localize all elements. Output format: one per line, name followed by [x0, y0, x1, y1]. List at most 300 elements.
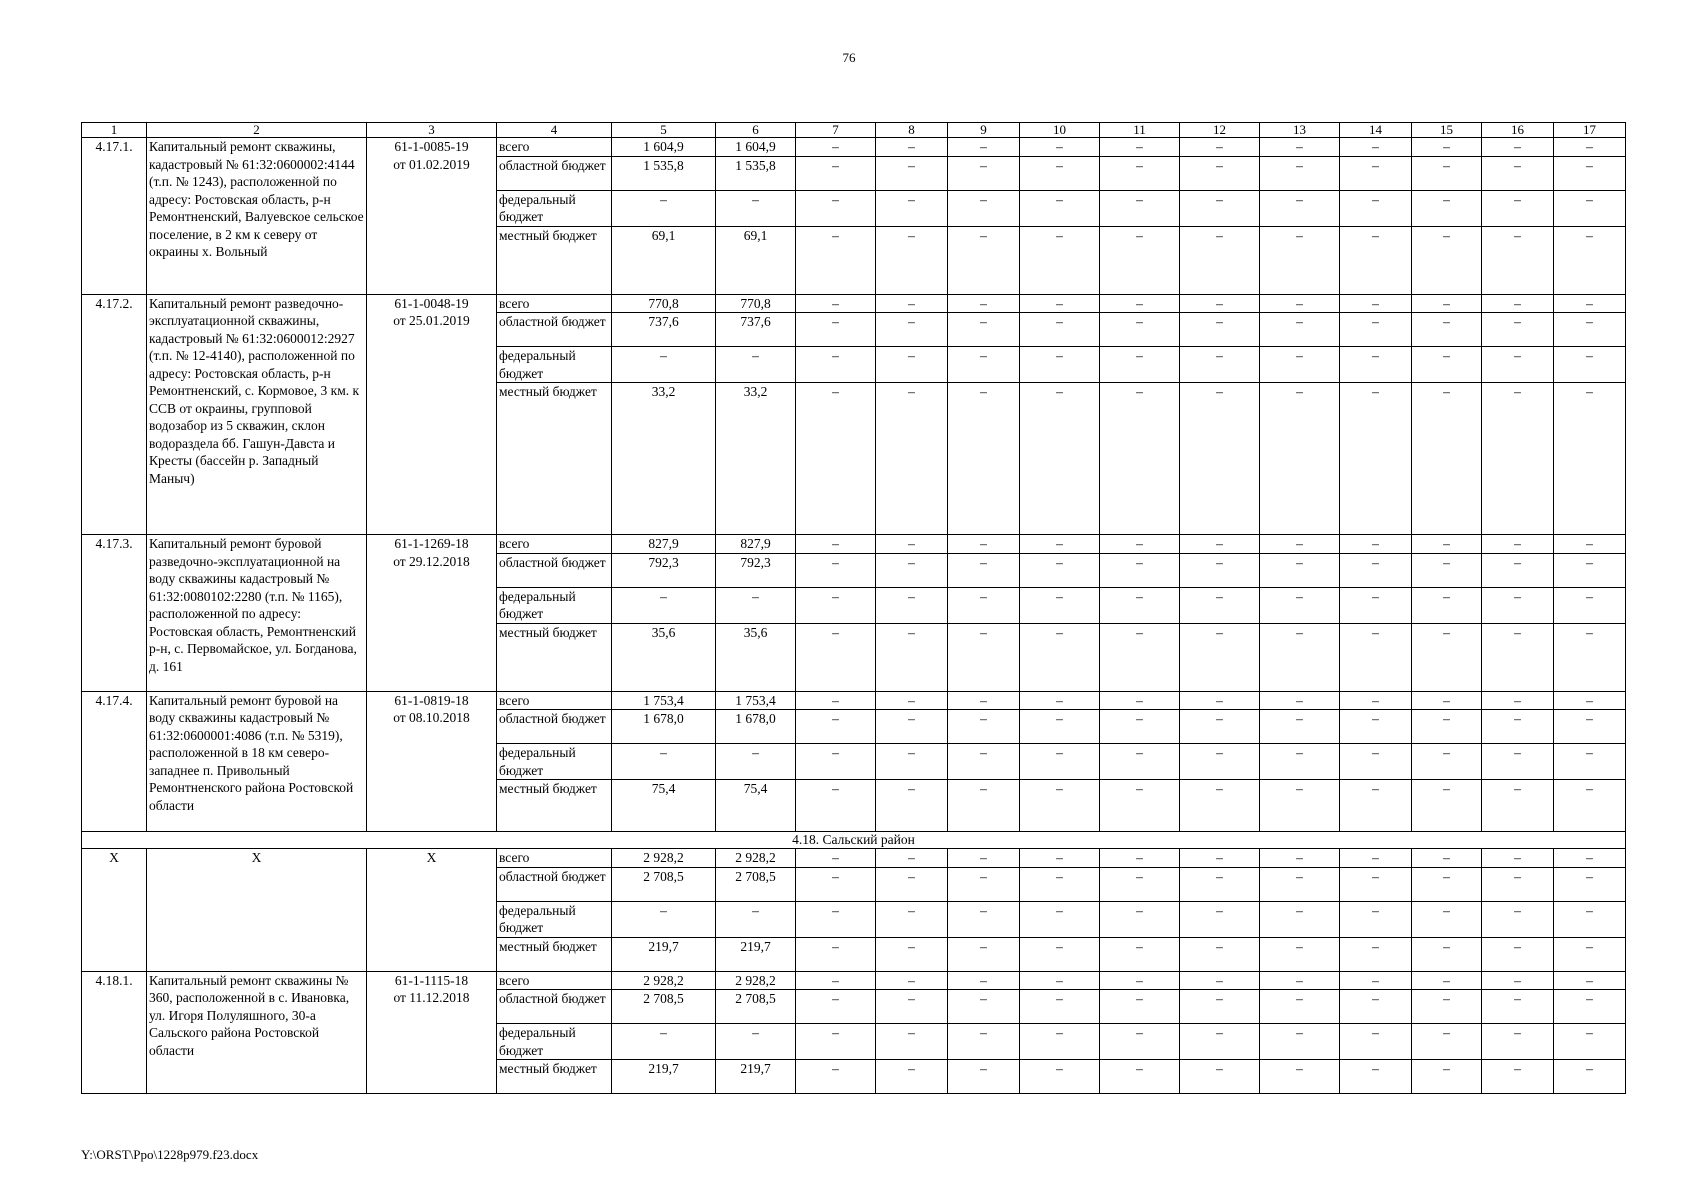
- column-number-10: 10: [1020, 123, 1100, 138]
- empty-dash-cell: –: [1020, 901, 1100, 937]
- empty-dash-cell: –: [1482, 138, 1554, 157]
- empty-dash-cell: –: [796, 990, 876, 1024]
- object-number: 4.18.1.: [82, 971, 147, 1094]
- column-number-7: 7: [796, 123, 876, 138]
- amount-col5: 1 678,0: [612, 710, 716, 744]
- budget-row: [82, 849, 1626, 868]
- empty-dash-cell: –: [948, 971, 1020, 990]
- empty-dash-cell: –: [1412, 553, 1482, 587]
- empty-dash-cell: –: [876, 587, 948, 623]
- empty-dash-cell: –: [1020, 744, 1100, 780]
- empty-dash-cell: –: [1180, 623, 1260, 691]
- empty-dash-cell: –: [1100, 710, 1180, 744]
- amount-col5: –: [612, 744, 716, 780]
- empty-dash-cell: –: [1180, 867, 1260, 901]
- empty-dash-cell: –: [796, 347, 876, 383]
- amount-col6: 827,9: [716, 535, 796, 554]
- funding-source: местный бюджет: [497, 226, 612, 294]
- empty-dash-cell: –: [1482, 849, 1554, 868]
- empty-dash-cell: –: [1180, 710, 1260, 744]
- amount-col5: 1 753,4: [612, 691, 716, 710]
- empty-dash-cell: –: [948, 294, 1020, 313]
- empty-dash-cell: –: [876, 780, 948, 832]
- empty-dash-cell: –: [1482, 347, 1554, 383]
- empty-dash-cell: –: [1020, 849, 1100, 868]
- empty-dash-cell: –: [876, 138, 948, 157]
- amount-col5: 2 928,2: [612, 849, 716, 868]
- amount-col5: 69,1: [612, 226, 716, 294]
- empty-dash-cell: –: [876, 744, 948, 780]
- column-number-1: 1: [82, 123, 147, 138]
- amount-col6: 219,7: [716, 937, 796, 971]
- amount-col5: 219,7: [612, 937, 716, 971]
- object-description: Капитальный ремонт буровой на воду скважины кадастровый № 61:32:0600001:4086 (т.п. № 5319), расположенной в 18 км северо-западнее п. Привольный Ремонтненского района Ростовской области: [147, 691, 367, 832]
- empty-dash-cell: –: [1180, 937, 1260, 971]
- empty-dash-cell: –: [1482, 971, 1554, 990]
- empty-dash-cell: –: [1020, 623, 1100, 691]
- amount-col6: 1 678,0: [716, 710, 796, 744]
- empty-dash-cell: –: [1100, 294, 1180, 313]
- amount-col6: –: [716, 1024, 796, 1060]
- empty-dash-cell: –: [1100, 744, 1180, 780]
- empty-dash-cell: –: [1554, 347, 1626, 383]
- document-date: от 29.12.2018: [393, 553, 470, 569]
- empty-dash-cell: –: [1260, 623, 1340, 691]
- empty-dash-cell: –: [1020, 138, 1100, 157]
- amount-col6: –: [716, 347, 796, 383]
- object-number: 4.17.3.: [82, 535, 147, 692]
- empty-dash-cell: –: [796, 1024, 876, 1060]
- empty-dash-cell: –: [876, 383, 948, 535]
- empty-dash-cell: –: [1482, 780, 1554, 832]
- funding-source: всего: [497, 691, 612, 710]
- empty-dash-cell: –: [1482, 553, 1554, 587]
- empty-dash-cell: –: [1100, 190, 1180, 226]
- empty-dash-cell: –: [1260, 780, 1340, 832]
- empty-dash-cell: –: [1020, 587, 1100, 623]
- empty-dash-cell: –: [1554, 587, 1626, 623]
- amount-col5: –: [612, 1024, 716, 1060]
- amount-col5: 35,6: [612, 623, 716, 691]
- summary-x-cell: Х: [367, 849, 497, 972]
- empty-dash-cell: –: [1412, 1024, 1482, 1060]
- column-number-2: 2: [147, 123, 367, 138]
- budget-row: [82, 691, 1626, 710]
- empty-dash-cell: –: [876, 990, 948, 1024]
- empty-dash-cell: –: [1100, 623, 1180, 691]
- empty-dash-cell: –: [1340, 867, 1412, 901]
- budget-table: [81, 122, 1626, 1094]
- document-date: от 08.10.2018: [393, 710, 470, 725]
- empty-dash-cell: –: [1180, 226, 1260, 294]
- empty-dash-cell: –: [1100, 313, 1180, 347]
- empty-dash-cell: –: [1260, 971, 1340, 990]
- amount-col5: 737,6: [612, 313, 716, 347]
- object-description: Капитальный ремонт скважины № 360, расположенной в с. Ивановка, ул. Игоря Полуляшного, 30-а Сальского района Ростовской области: [147, 971, 367, 1094]
- funding-source: федеральный бюджет: [497, 744, 612, 780]
- empty-dash-cell: –: [948, 990, 1020, 1024]
- empty-dash-cell: –: [1260, 691, 1340, 710]
- section-title: 4.18. Сальский район: [82, 832, 1626, 849]
- empty-dash-cell: –: [1482, 190, 1554, 226]
- empty-dash-cell: –: [1020, 294, 1100, 313]
- empty-dash-cell: –: [796, 1060, 876, 1094]
- empty-dash-cell: –: [1100, 901, 1180, 937]
- empty-dash-cell: –: [796, 226, 876, 294]
- funding-source: областной бюджет: [497, 553, 612, 587]
- empty-dash-cell: –: [1412, 780, 1482, 832]
- empty-dash-cell: –: [796, 901, 876, 937]
- empty-dash-cell: –: [1100, 1024, 1180, 1060]
- empty-dash-cell: –: [1554, 780, 1626, 832]
- empty-dash-cell: –: [876, 535, 948, 554]
- empty-dash-cell: –: [876, 867, 948, 901]
- column-number-16: 16: [1482, 123, 1554, 138]
- empty-dash-cell: –: [948, 901, 1020, 937]
- empty-dash-cell: –: [1260, 347, 1340, 383]
- empty-dash-cell: –: [948, 691, 1020, 710]
- empty-dash-cell: –: [1412, 190, 1482, 226]
- document-reference: [367, 138, 497, 295]
- amount-col6: –: [716, 744, 796, 780]
- empty-dash-cell: –: [1100, 780, 1180, 832]
- empty-dash-cell: –: [948, 937, 1020, 971]
- empty-dash-cell: –: [1554, 156, 1626, 190]
- empty-dash-cell: –: [796, 744, 876, 780]
- funding-source: областной бюджет: [497, 313, 612, 347]
- funding-source: местный бюджет: [497, 937, 612, 971]
- empty-dash-cell: –: [1340, 313, 1412, 347]
- empty-dash-cell: –: [1412, 867, 1482, 901]
- empty-dash-cell: –: [1482, 691, 1554, 710]
- empty-dash-cell: –: [1340, 710, 1412, 744]
- empty-dash-cell: –: [796, 190, 876, 226]
- funding-source: всего: [497, 971, 612, 990]
- empty-dash-cell: –: [796, 156, 876, 190]
- empty-dash-cell: –: [1100, 867, 1180, 901]
- page-number: 76: [842, 50, 856, 65]
- empty-dash-cell: –: [876, 971, 948, 990]
- empty-dash-cell: –: [876, 1024, 948, 1060]
- amount-col6: 737,6: [716, 313, 796, 347]
- empty-dash-cell: –: [1260, 1024, 1340, 1060]
- empty-dash-cell: –: [1020, 156, 1100, 190]
- empty-dash-cell: –: [1412, 710, 1482, 744]
- amount-col5: 827,9: [612, 535, 716, 554]
- empty-dash-cell: –: [948, 780, 1020, 832]
- footer-file-path: Y:\ORST\Ppo\1228p979.f23.docx: [81, 1147, 259, 1162]
- empty-dash-cell: –: [1554, 226, 1626, 294]
- empty-dash-cell: –: [1100, 937, 1180, 971]
- empty-dash-cell: –: [1020, 535, 1100, 554]
- amount-col6: –: [716, 587, 796, 623]
- empty-dash-cell: –: [1340, 1024, 1412, 1060]
- empty-dash-cell: –: [948, 190, 1020, 226]
- empty-dash-cell: –: [1412, 623, 1482, 691]
- budget-row: [82, 535, 1626, 554]
- amount-col6: 1 753,4: [716, 691, 796, 710]
- empty-dash-cell: –: [948, 1060, 1020, 1094]
- empty-dash-cell: –: [1340, 623, 1412, 691]
- empty-dash-cell: –: [1482, 710, 1554, 744]
- amount-col6: 2 928,2: [716, 849, 796, 868]
- empty-dash-cell: –: [1482, 535, 1554, 554]
- amount-col5: 1 604,9: [612, 138, 716, 157]
- empty-dash-cell: –: [876, 710, 948, 744]
- empty-dash-cell: –: [1340, 901, 1412, 937]
- empty-dash-cell: –: [1260, 294, 1340, 313]
- empty-dash-cell: –: [1180, 744, 1260, 780]
- amount-col6: 2 708,5: [716, 990, 796, 1024]
- empty-dash-cell: –: [876, 937, 948, 971]
- empty-dash-cell: –: [1180, 990, 1260, 1024]
- document-reference: [367, 535, 497, 692]
- empty-dash-cell: –: [876, 1060, 948, 1094]
- empty-dash-cell: –: [876, 691, 948, 710]
- empty-dash-cell: –: [1020, 1024, 1100, 1060]
- empty-dash-cell: –: [1100, 691, 1180, 710]
- empty-dash-cell: –: [1554, 901, 1626, 937]
- section-row: [82, 832, 1626, 849]
- amount-col5: –: [612, 347, 716, 383]
- empty-dash-cell: –: [796, 867, 876, 901]
- document-number: 61-1-0048-19: [394, 295, 469, 311]
- empty-dash-cell: –: [1412, 990, 1482, 1024]
- empty-dash-cell: –: [1340, 971, 1412, 990]
- empty-dash-cell: –: [796, 849, 876, 868]
- empty-dash-cell: –: [1412, 937, 1482, 971]
- empty-dash-cell: –: [1482, 383, 1554, 535]
- empty-dash-cell: –: [1180, 780, 1260, 832]
- empty-dash-cell: –: [948, 623, 1020, 691]
- empty-dash-cell: –: [1482, 901, 1554, 937]
- empty-dash-cell: –: [1340, 226, 1412, 294]
- header-row: [82, 123, 1626, 138]
- empty-dash-cell: –: [876, 849, 948, 868]
- column-number-14: 14: [1340, 123, 1412, 138]
- empty-dash-cell: –: [1554, 623, 1626, 691]
- empty-dash-cell: –: [876, 156, 948, 190]
- empty-dash-cell: –: [948, 226, 1020, 294]
- column-number-17: 17: [1554, 123, 1626, 138]
- empty-dash-cell: –: [1482, 313, 1554, 347]
- amount-col5: 1 535,8: [612, 156, 716, 190]
- empty-dash-cell: –: [1180, 1024, 1260, 1060]
- empty-dash-cell: –: [1020, 971, 1100, 990]
- empty-dash-cell: –: [876, 226, 948, 294]
- amount-col6: 35,6: [716, 623, 796, 691]
- summary-x-cell: Х: [82, 849, 147, 972]
- empty-dash-cell: –: [1482, 937, 1554, 971]
- empty-dash-cell: –: [876, 190, 948, 226]
- empty-dash-cell: –: [1554, 294, 1626, 313]
- funding-source: местный бюджет: [497, 383, 612, 535]
- empty-dash-cell: –: [1412, 744, 1482, 780]
- empty-dash-cell: –: [1554, 138, 1626, 157]
- empty-dash-cell: –: [876, 901, 948, 937]
- empty-dash-cell: –: [1412, 849, 1482, 868]
- amount-col6: 1 535,8: [716, 156, 796, 190]
- empty-dash-cell: –: [1260, 156, 1340, 190]
- empty-dash-cell: –: [876, 623, 948, 691]
- empty-dash-cell: –: [1554, 867, 1626, 901]
- funding-source: федеральный бюджет: [497, 347, 612, 383]
- empty-dash-cell: –: [796, 535, 876, 554]
- empty-dash-cell: –: [1554, 190, 1626, 226]
- empty-dash-cell: –: [1260, 138, 1340, 157]
- column-number-5: 5: [612, 123, 716, 138]
- document-number: 61-1-1269-18: [394, 536, 469, 551]
- empty-dash-cell: –: [1554, 971, 1626, 990]
- empty-dash-cell: –: [796, 587, 876, 623]
- empty-dash-cell: –: [948, 867, 1020, 901]
- amount-col5: 219,7: [612, 1060, 716, 1094]
- empty-dash-cell: –: [876, 294, 948, 313]
- empty-dash-cell: –: [796, 780, 876, 832]
- empty-dash-cell: –: [1180, 156, 1260, 190]
- empty-dash-cell: –: [1260, 313, 1340, 347]
- empty-dash-cell: –: [1180, 691, 1260, 710]
- empty-dash-cell: –: [1340, 535, 1412, 554]
- funding-source: федеральный бюджет: [497, 190, 612, 226]
- object-description: Капитальный ремонт скважины, кадастровый № 61:32:0600002:4144 (т.п. № 1243), расположенной по адресу: Ростовская область, р-н Ремонтненский, Валуевское сельское поселение, в 2 км к северу от окраины х. Вольный: [147, 138, 367, 295]
- empty-dash-cell: –: [1260, 849, 1340, 868]
- empty-dash-cell: –: [1340, 849, 1412, 868]
- empty-dash-cell: –: [1412, 226, 1482, 294]
- empty-dash-cell: –: [1020, 691, 1100, 710]
- object-description: Капитальный ремонт разведочно-эксплуатационной скважины, кадастровый № 61:32:0600012:2927 (т.п. № 12-4140), расположенной по адресу: Ростовская область, р-н Ремонтненский, с. Кормовое, 3 км. к ССВ от окраины, групповой водозабор из 5 скважин, склон водораздела бб. Гашун-Давста и Кресты (бассейн р. Западный Маныч): [147, 294, 367, 535]
- amount-col6: 1 604,9: [716, 138, 796, 157]
- empty-dash-cell: –: [1180, 587, 1260, 623]
- empty-dash-cell: –: [1554, 691, 1626, 710]
- empty-dash-cell: –: [1180, 294, 1260, 313]
- empty-dash-cell: –: [1340, 990, 1412, 1024]
- empty-dash-cell: –: [1180, 535, 1260, 554]
- empty-dash-cell: –: [1260, 226, 1340, 294]
- empty-dash-cell: –: [1482, 867, 1554, 901]
- amount-col6: 2 928,2: [716, 971, 796, 990]
- empty-dash-cell: –: [948, 383, 1020, 535]
- empty-dash-cell: –: [1340, 156, 1412, 190]
- amount-col6: 75,4: [716, 780, 796, 832]
- empty-dash-cell: –: [1100, 156, 1180, 190]
- funding-source: федеральный бюджет: [497, 901, 612, 937]
- empty-dash-cell: –: [948, 535, 1020, 554]
- amount-col5: 2 928,2: [612, 971, 716, 990]
- empty-dash-cell: –: [1482, 623, 1554, 691]
- empty-dash-cell: –: [1412, 138, 1482, 157]
- budget-row: [82, 294, 1626, 313]
- empty-dash-cell: –: [1180, 313, 1260, 347]
- empty-dash-cell: –: [1554, 553, 1626, 587]
- funding-source: всего: [497, 294, 612, 313]
- document-reference: [367, 691, 497, 832]
- empty-dash-cell: –: [948, 138, 1020, 157]
- empty-dash-cell: –: [1412, 383, 1482, 535]
- funding-source: областной бюджет: [497, 867, 612, 901]
- empty-dash-cell: –: [1020, 383, 1100, 535]
- empty-dash-cell: –: [1482, 744, 1554, 780]
- column-number-13: 13: [1260, 123, 1340, 138]
- summary-x-cell: Х: [147, 849, 367, 972]
- empty-dash-cell: –: [1340, 190, 1412, 226]
- column-number-15: 15: [1412, 123, 1482, 138]
- funding-source: областной бюджет: [497, 710, 612, 744]
- document-number: 61-1-1115-18: [394, 972, 469, 988]
- empty-dash-cell: –: [1340, 691, 1412, 710]
- empty-dash-cell: –: [1482, 1024, 1554, 1060]
- object-number: 4.17.2.: [82, 294, 147, 535]
- empty-dash-cell: –: [1554, 1060, 1626, 1094]
- empty-dash-cell: –: [1100, 587, 1180, 623]
- document-date: от 11.12.2018: [393, 990, 470, 1005]
- empty-dash-cell: –: [796, 623, 876, 691]
- empty-dash-cell: –: [1260, 990, 1340, 1024]
- amount-col6: 219,7: [716, 1060, 796, 1094]
- empty-dash-cell: –: [948, 156, 1020, 190]
- empty-dash-cell: –: [1554, 1024, 1626, 1060]
- amount-col6: 33,2: [716, 383, 796, 535]
- amount-col5: 770,8: [612, 294, 716, 313]
- amount-col5: –: [612, 587, 716, 623]
- empty-dash-cell: –: [1554, 710, 1626, 744]
- empty-dash-cell: –: [948, 849, 1020, 868]
- amount-col5: 2 708,5: [612, 867, 716, 901]
- empty-dash-cell: –: [1412, 691, 1482, 710]
- empty-dash-cell: –: [796, 937, 876, 971]
- empty-dash-cell: –: [1020, 937, 1100, 971]
- empty-dash-cell: –: [1100, 138, 1180, 157]
- amount-col5: 33,2: [612, 383, 716, 535]
- empty-dash-cell: –: [1412, 1060, 1482, 1094]
- empty-dash-cell: –: [1340, 294, 1412, 313]
- empty-dash-cell: –: [1100, 990, 1180, 1024]
- empty-dash-cell: –: [1020, 780, 1100, 832]
- empty-dash-cell: –: [1340, 1060, 1412, 1094]
- table-body: [82, 123, 1626, 1094]
- empty-dash-cell: –: [1340, 780, 1412, 832]
- amount-col6: –: [716, 190, 796, 226]
- funding-source: федеральный бюджет: [497, 587, 612, 623]
- empty-dash-cell: –: [1020, 990, 1100, 1024]
- funding-source: всего: [497, 535, 612, 554]
- empty-dash-cell: –: [1100, 1060, 1180, 1094]
- column-number-9: 9: [948, 123, 1020, 138]
- empty-dash-cell: –: [1554, 990, 1626, 1024]
- empty-dash-cell: –: [1020, 313, 1100, 347]
- column-number-3: 3: [367, 123, 497, 138]
- empty-dash-cell: –: [1100, 553, 1180, 587]
- funding-source: всего: [497, 138, 612, 157]
- empty-dash-cell: –: [1260, 1060, 1340, 1094]
- empty-dash-cell: –: [1180, 553, 1260, 587]
- empty-dash-cell: –: [1412, 313, 1482, 347]
- empty-dash-cell: –: [1340, 553, 1412, 587]
- empty-dash-cell: –: [876, 553, 948, 587]
- empty-dash-cell: –: [1020, 553, 1100, 587]
- empty-dash-cell: –: [1554, 744, 1626, 780]
- empty-dash-cell: –: [1260, 587, 1340, 623]
- empty-dash-cell: –: [1180, 138, 1260, 157]
- funding-source: местный бюджет: [497, 780, 612, 832]
- document-reference: [367, 294, 497, 535]
- empty-dash-cell: –: [796, 971, 876, 990]
- empty-dash-cell: –: [1260, 535, 1340, 554]
- empty-dash-cell: –: [1554, 937, 1626, 971]
- empty-dash-cell: –: [948, 1024, 1020, 1060]
- empty-dash-cell: –: [948, 710, 1020, 744]
- empty-dash-cell: –: [1340, 587, 1412, 623]
